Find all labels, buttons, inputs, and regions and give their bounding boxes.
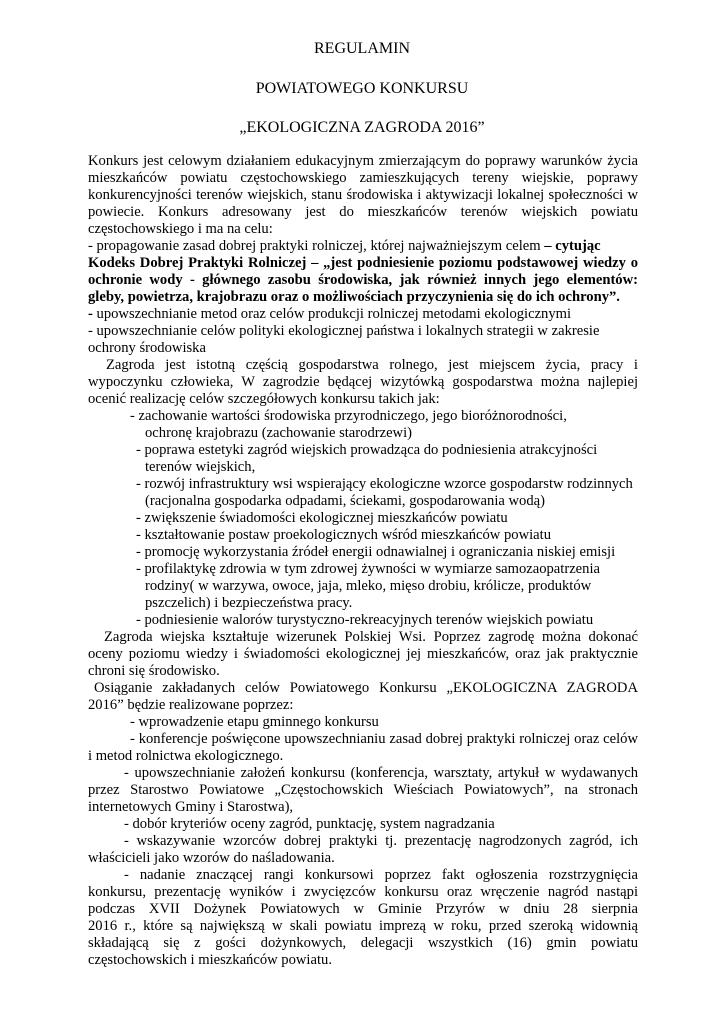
method-item-cont: konkursu, prezentację wyników i zwycięzców konkursu oraz wręczenie nagród nastąpi bbox=[88, 884, 638, 900]
intro-line: - upowszechnianie celów polityki ekologicznej państwa i lokalnych strategii w zakresie bbox=[88, 323, 600, 339]
method-item-cont: składającą się z gości dożynkowych, delegacji wszystkich (16) gmin powiatu bbox=[88, 935, 638, 951]
goal-item-cont: terenów wiejskich, bbox=[145, 459, 256, 475]
goal-item: - poprawa estetyki zagród wiejskich prowadząca do podniesienia atrakcyjności bbox=[136, 442, 598, 458]
method-item-cont: częstochowskich i mieszkańców powiatu. bbox=[88, 952, 332, 968]
goal-item-cont: ochronę krajobrazu (zachowanie starodrzewi) bbox=[145, 425, 413, 441]
goal-item: - zwiększenie świadomości ekologicznej mieszkańców powiatu bbox=[136, 510, 508, 526]
intro-quote-lead: – cytując bbox=[540, 238, 601, 254]
method-item: - dobór kryteriów oceny zagród, punktację, system nagradzania bbox=[124, 816, 495, 832]
methods-line: Osiąganie zakładanych celów Powiatowego Konkursu „EKOLOGICZNA ZAGRODA bbox=[94, 680, 638, 696]
method-item-cont: podczas XVII Dożynek Powiatowych w Gminie Przyrów w dniu 28 sierpnia bbox=[88, 901, 638, 917]
method-item: - nadanie znaczącej rangi konkursowi poprzez fakt ogłoszenia rozstrzygnięcia bbox=[124, 867, 638, 883]
goal-item: - profilaktykę zdrowia w tym zdrowej żywności w wymiarze samozaopatrzenia bbox=[136, 561, 600, 577]
goal-item: - podniesienie walorów turystyczno-rekreacyjnych terenów wiejskich powiatu bbox=[136, 612, 594, 628]
goal-item-cont: pszczelich) i bezpieczeństwa pracy. bbox=[145, 595, 353, 611]
intro-line: powiecie. Konkurs adresowany jest do mieszkańców terenów wiejskich powiatu bbox=[88, 204, 638, 220]
goal-item-cont: rodziny( w warzywa, owoce, jaja, mleko, mięso drobiu, królicze, produktów bbox=[145, 578, 592, 594]
goal-item: - promocję wykorzystania źródeł energii odnawialnej i ograniczania niskiej emisji bbox=[136, 544, 616, 560]
intro-line bbox=[88, 238, 601, 255]
method-item: - wprowadzenie etapu gminnego konkursu bbox=[130, 714, 379, 730]
document-title: REGULAMIN bbox=[314, 40, 410, 57]
goal-item: - zachowanie wartości środowiska przyrodniczego, jego bioróżnorodności, bbox=[130, 408, 567, 424]
method-item-cont: internetowych Gminy i Starostwa), bbox=[88, 799, 294, 815]
intro-line: konkurencyjności terenów wiejskich, stanu środowiska i aktywizacji lokalnej społeczności w bbox=[88, 187, 638, 203]
methods-line: 2016” będzie realizowane poprzez: bbox=[88, 697, 294, 713]
farmstead-line: Zagroda jest istotną częścią gospodarstwa rolnego, jest miejscem życia, pracy i bbox=[106, 357, 638, 373]
intro-dash: - bbox=[88, 306, 97, 322]
document-subtitle: POWIATOWEGO KONKURSU bbox=[255, 80, 469, 97]
village-line: chroni się środowisko. bbox=[88, 663, 220, 679]
intro-text: upowszechnianie metod oraz celów produkcji rolniczej metodami ekologicznymi bbox=[96, 306, 572, 322]
method-item: - upowszechnianie założeń konkursu (konferencja, warsztaty, artykuł w wydawanych bbox=[124, 765, 638, 781]
farmstead-line: wypoczynku człowieka, W zagrodzie będącej wizytówką gospodarstwa można najlepiej bbox=[88, 374, 638, 390]
method-item-cont: i metod rolnictwa ekologicznego. bbox=[88, 748, 284, 764]
method-item-cont: przez Starostwo Powiatowe „Częstochowskich Wieściach Powiatowych”, na stronach bbox=[88, 782, 638, 798]
intro-line: mieszkańców powiatu częstochowskiego zamieszkujących tereny wiejskie, poprawy bbox=[88, 170, 638, 186]
intro-text: - propagowanie zasad dobrej praktyki rolniczej, której najważniejszym celem bbox=[88, 238, 541, 254]
intro-line bbox=[88, 306, 571, 323]
intro-line: ochrony środowiska bbox=[88, 340, 206, 356]
goal-item: - kształtowanie postaw proekologicznych wśród mieszkańców powiatu bbox=[136, 527, 551, 543]
intro-quote-line: Kodeks Dobrej Praktyki Rolniczej – „jest podniesienie poziomu podstawowej wiedzy o bbox=[88, 255, 638, 271]
farmstead-line: ocenić realizację celów szczegółowych konkursu takich jak: bbox=[88, 391, 440, 407]
method-item: - konferencje poświęcone upowszechnianiu zasad dobrej praktyki rolniczej oraz celów bbox=[130, 731, 638, 747]
intro-quote-line: ochronie wody - głównego zasobu środowiska, jak również innych jego elementów: bbox=[88, 272, 638, 288]
method-item-cont: 2016 r., które są największą w skali powiatu imprezą w roku, przed szeroką widownią bbox=[88, 918, 638, 934]
goal-item: - rozwój infrastruktury wsi wspierający ekologiczne wzorce gospodarstw rodzinnych bbox=[136, 476, 633, 492]
intro-line: częstochowskiego i ma na celu: bbox=[88, 221, 273, 237]
intro-quote-line: gleby, powietrza, krajobrazu oraz o możliwościach przyczynienia się do ich ochrony”. bbox=[88, 289, 620, 305]
contest-name: „EKOLOGICZNA ZAGRODA 2016” bbox=[239, 119, 485, 136]
intro-line: Konkurs jest celowym działaniem edukacyjnym zmierzającym do poprawy warunków życia bbox=[88, 153, 638, 169]
goal-item-cont: (racjonalna gospodarka odpadami, ściekami, gospodarowania wodą) bbox=[145, 493, 545, 509]
village-line: Zagroda wiejska kształtuje wizerunek Polskiej Wsi. Poprzez zagrodę można dokonać bbox=[104, 629, 638, 645]
village-line: oceny poziomu wiedzy i świadomości ekologicznej jej mieszkańców, oraz jak praktycznie bbox=[88, 646, 638, 662]
method-item-cont: właścicieli jako wzorów do naśladowania. bbox=[88, 850, 335, 866]
method-item: - wskazywanie wzorców dobrej praktyki tj. prezentację nagrodzonych zagród, ich bbox=[124, 833, 638, 849]
